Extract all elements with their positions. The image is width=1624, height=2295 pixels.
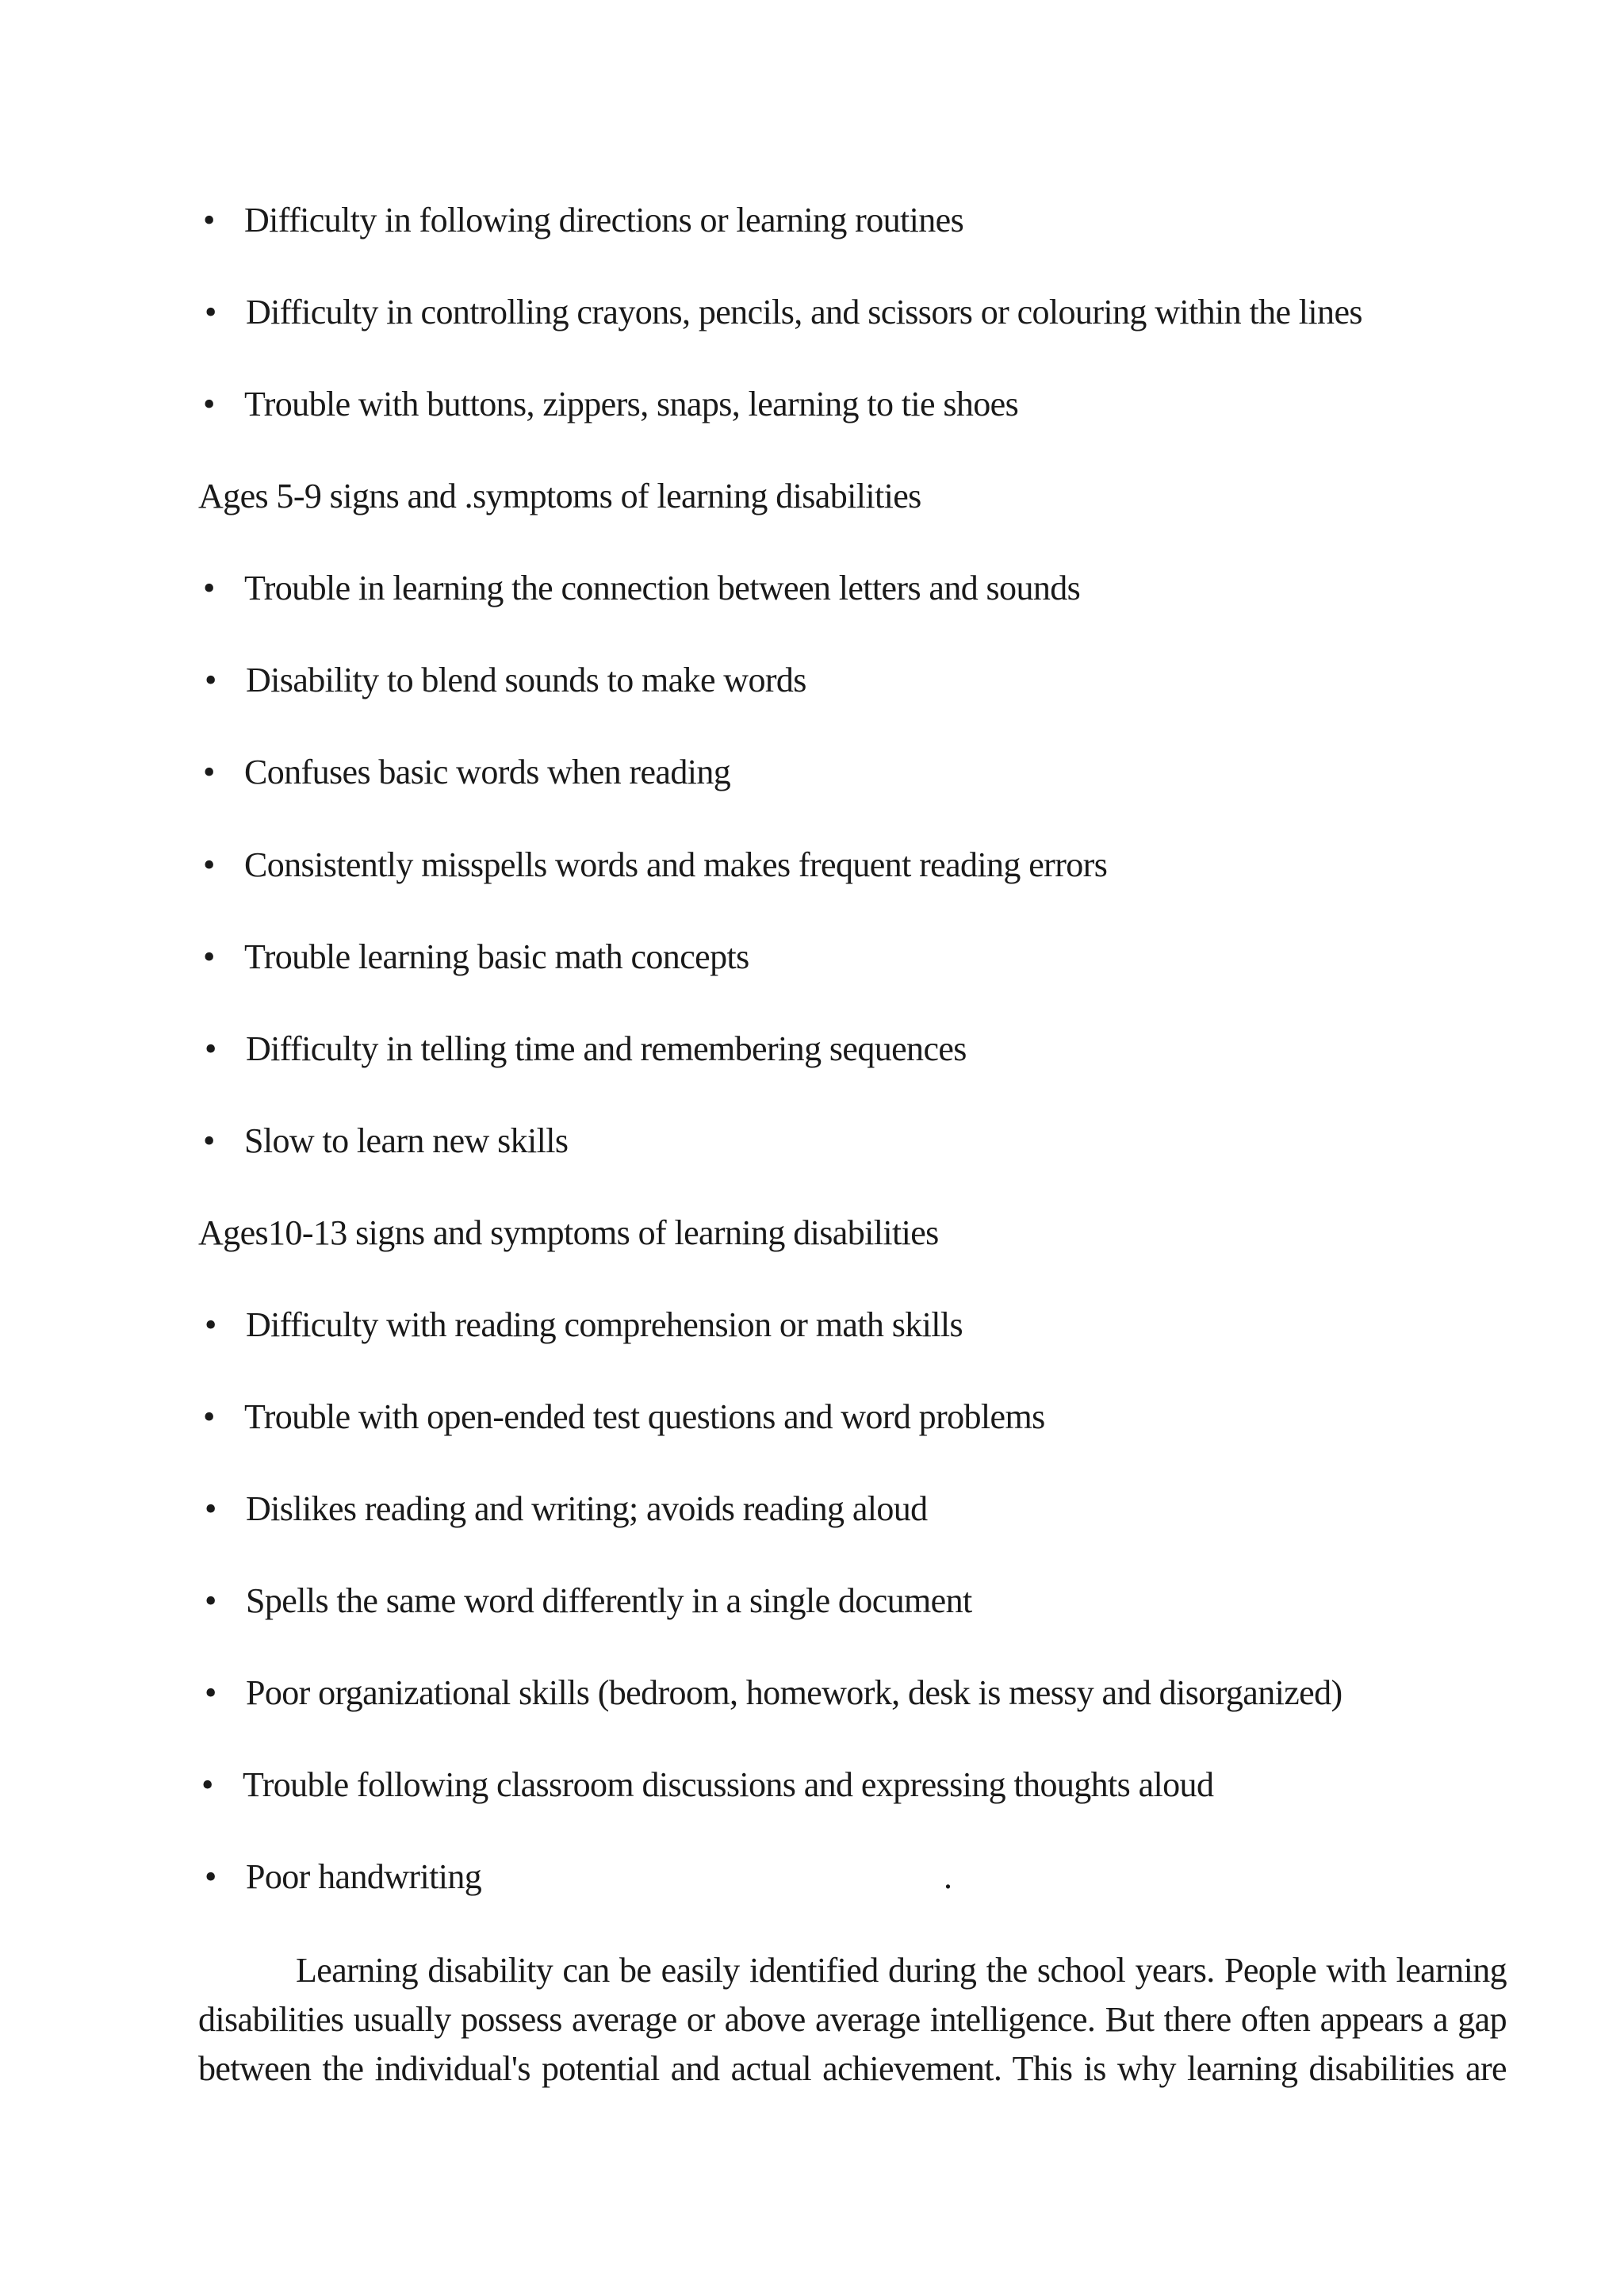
section-heading: Ages10-13 signs and symptoms of learning disabilities bbox=[198, 1213, 939, 1252]
bullet-icon: • bbox=[205, 1581, 216, 1620]
list-item bbox=[203, 1121, 569, 1160]
bullet-icon: • bbox=[205, 1305, 216, 1344]
bullet-icon: • bbox=[205, 1489, 216, 1528]
bullet-icon: • bbox=[203, 1121, 215, 1160]
list-item bbox=[205, 1489, 928, 1528]
list-item-text: Disability to blend sounds to make words bbox=[246, 661, 806, 699]
list-item-text: Trouble with buttons, zippers, snaps, learning to tie shoes bbox=[244, 385, 1019, 423]
list-item-text: Poor handwriting bbox=[246, 1857, 482, 1896]
paragraph-line: disabilities usually possess average or above average intelligence. But there often appears a gap bbox=[198, 2000, 1507, 2039]
list-item bbox=[205, 1673, 1342, 1712]
list-item-text: Trouble with open-ended test questions and word problems bbox=[244, 1397, 1045, 1436]
list-item bbox=[201, 1765, 1214, 1804]
section-heading: Ages 5-9 signs and .symptoms of learning disabilities bbox=[198, 477, 921, 515]
list-item-text: Trouble in learning the connection between letters and sounds bbox=[244, 569, 1081, 607]
list-item-text: Confuses basic words when reading bbox=[244, 753, 731, 791]
list-item bbox=[205, 1581, 972, 1620]
list-item-text: Spells the same word differently in a single document bbox=[246, 1581, 972, 1620]
bullet-icon: • bbox=[205, 1673, 216, 1712]
list-item-text: Difficulty in telling time and remembering sequences bbox=[246, 1029, 967, 1068]
list-item bbox=[205, 1305, 963, 1344]
list-item bbox=[205, 661, 806, 699]
paragraph-line: Learning disability can be easily identified during the school years. People with learning bbox=[296, 1951, 1507, 1990]
bullet-icon: • bbox=[203, 1397, 215, 1436]
list-item-text: Dislikes reading and writing; avoids reading aloud bbox=[246, 1489, 928, 1528]
paragraph-line: between the individual's potential and actual achievement. This is why learning disabilities are bbox=[198, 2049, 1507, 2088]
list-item-text: Difficulty in controlling crayons, pencils, and scissors or colouring within the lines bbox=[246, 293, 1362, 331]
bullet-icon: • bbox=[205, 1029, 216, 1068]
list-item-text: Trouble following classroom discussions and expressing thoughts aloud bbox=[243, 1765, 1214, 1804]
list-item bbox=[203, 385, 1019, 423]
bullet-icon: • bbox=[203, 569, 215, 607]
bullet-icon: • bbox=[203, 385, 215, 423]
bullet-icon: • bbox=[205, 661, 216, 699]
bullet-icon: • bbox=[203, 753, 215, 791]
list-item-text: Trouble learning basic math concepts bbox=[244, 937, 749, 976]
list-item bbox=[203, 753, 731, 791]
list-item-text: Difficulty with reading comprehension or math skills bbox=[246, 1305, 963, 1344]
list-item bbox=[205, 293, 1362, 331]
list-item-text: Difficulty in following directions or learning routines bbox=[244, 201, 964, 239]
bullet-icon: • bbox=[203, 845, 215, 884]
list-item-text: Poor organizational skills (bedroom, homework, desk is messy and disorganized) bbox=[246, 1673, 1342, 1712]
list-item bbox=[203, 201, 964, 239]
bullet-icon: • bbox=[201, 1765, 213, 1804]
list-item bbox=[205, 1857, 482, 1896]
list-item-text: Slow to learn new skills bbox=[244, 1121, 569, 1160]
list-item bbox=[203, 937, 749, 976]
body-paragraph bbox=[198, 1946, 1507, 2094]
bullet-icon: • bbox=[205, 293, 216, 331]
bullet-icon: • bbox=[203, 937, 215, 976]
bullet-icon: • bbox=[203, 201, 215, 239]
list-item bbox=[203, 1397, 1045, 1436]
list-item-text: Consistently misspells words and makes frequent reading errors bbox=[244, 845, 1108, 884]
list-item bbox=[205, 1029, 967, 1068]
list-item bbox=[203, 845, 1108, 884]
stray-period: . bbox=[944, 1857, 952, 1896]
bullet-icon: • bbox=[205, 1857, 216, 1896]
list-item bbox=[203, 569, 1081, 607]
